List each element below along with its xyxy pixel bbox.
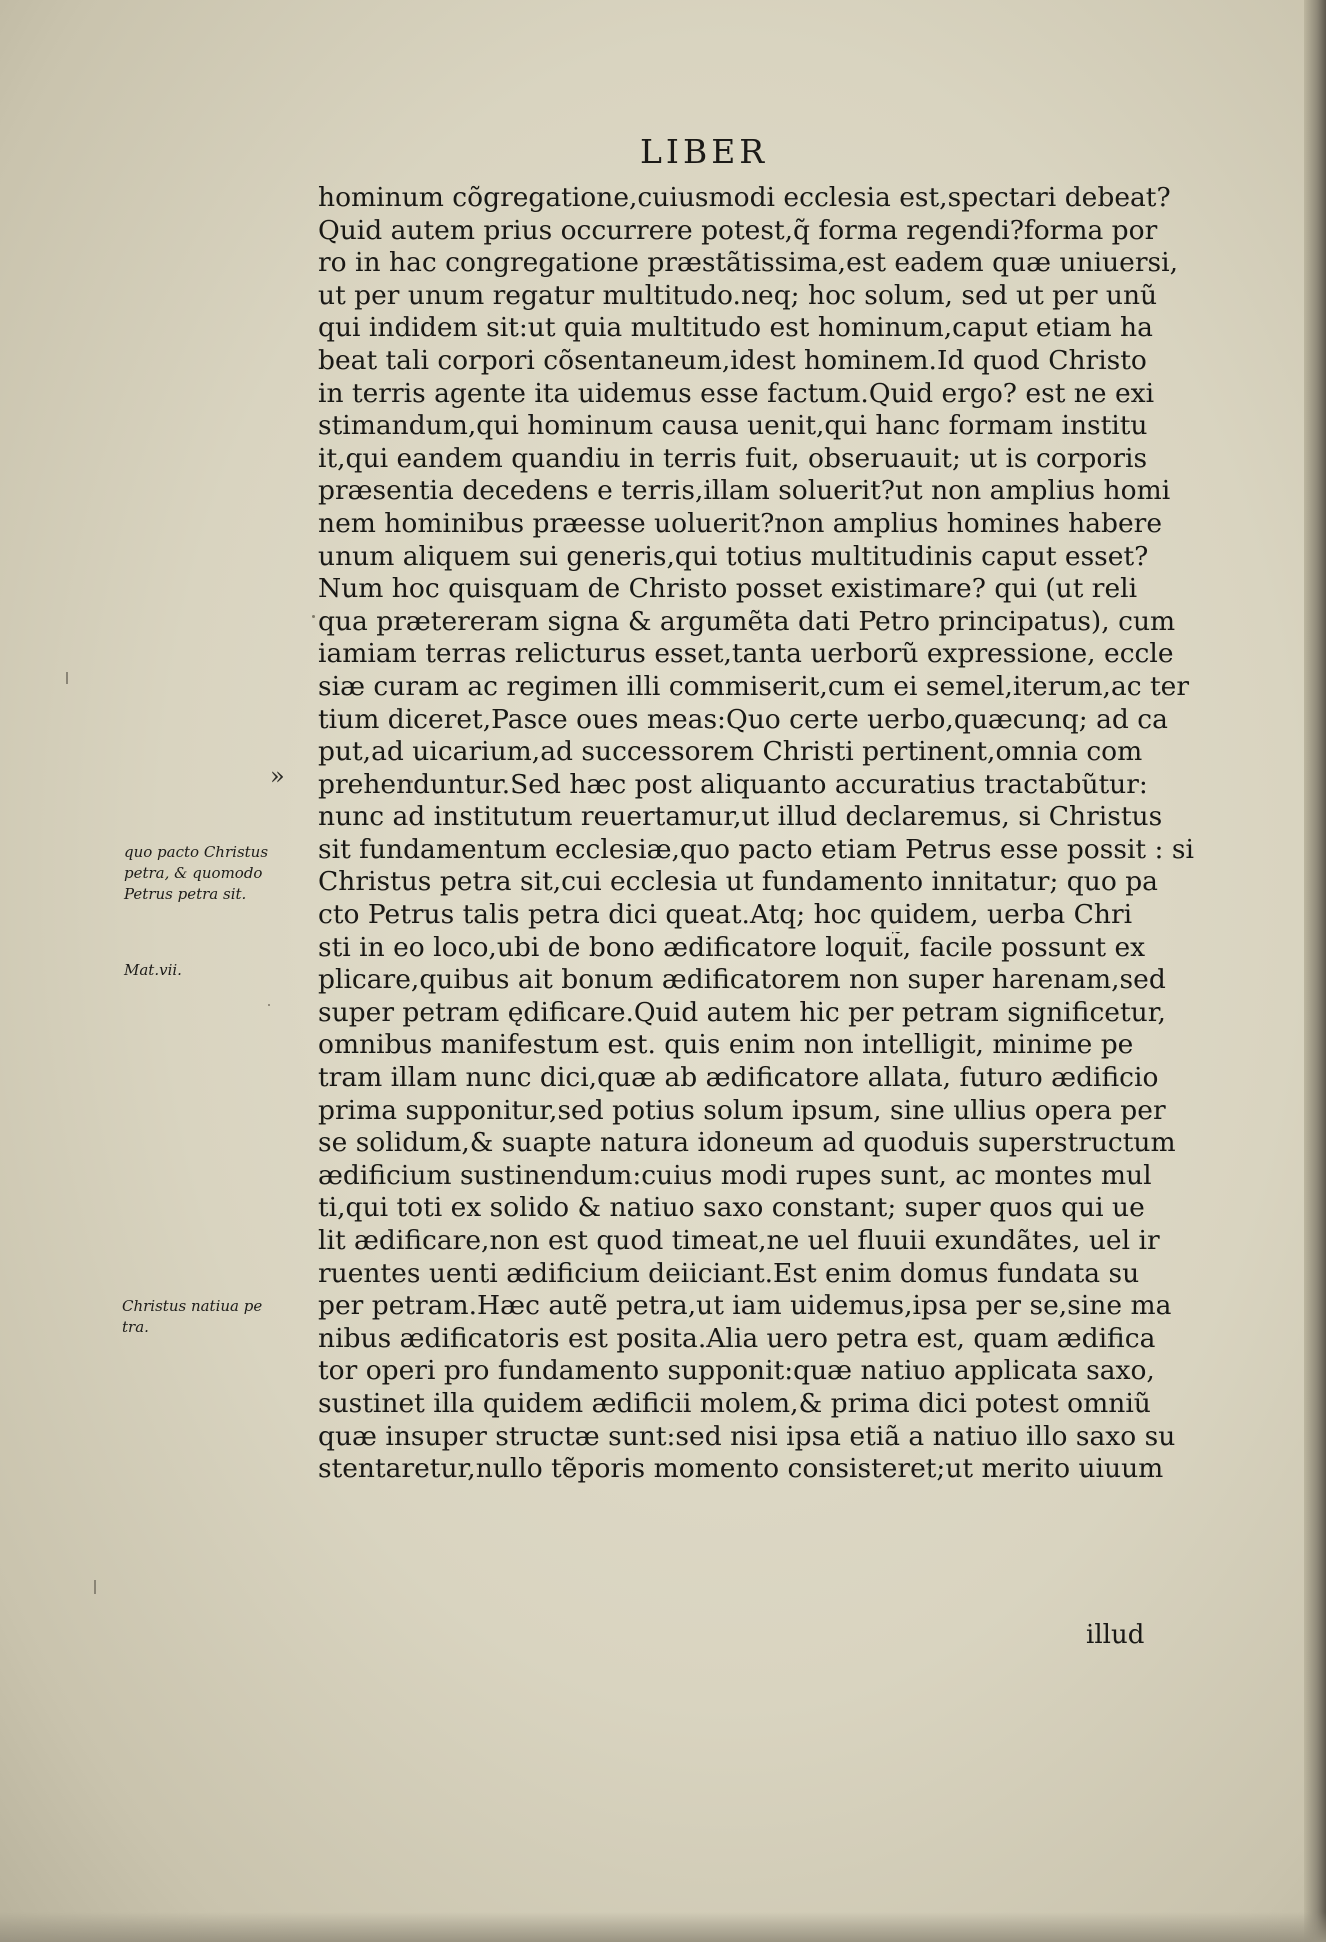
text-line: Quid autem prius occurrere potest,q̃ forma regendi?forma por xyxy=(318,214,1158,246)
text-line: tram illam nunc dici,quæ ab ædificatore allata, futuro ædificio xyxy=(318,1062,1159,1094)
text-line: in terris agente ita uidemus esse factum.Quid ergo? est ne exi xyxy=(318,377,1155,409)
text-line: super petram ędificare.Quid autem hic per petram significetur, xyxy=(318,996,1166,1028)
marginal-note-line: tra. xyxy=(122,1318,149,1336)
text-line: unum aliquem sui generis,qui totius multitudinis caput esset? xyxy=(318,540,1149,572)
text-line: prehenduntur.Sed hæc post aliquanto accuratius tractabũtur: xyxy=(318,768,1148,800)
text-line: plicare,quibus ait bonum ædificatorem non super harenam,sed xyxy=(318,964,1166,996)
text-line: tor operi pro fundamento supponit:quæ natiuo applicata saxo, xyxy=(318,1355,1155,1387)
text-line: Num hoc quisquam de Christo posset existimare? qui (ut reli xyxy=(318,573,1138,605)
text-line: lit ædificare,non est quod timeat,ne uel fluuii exundãtes, uel ir xyxy=(318,1225,1160,1256)
text-line: ro in hac congregatione præstãtissima,est eadem quæ uniuersi, xyxy=(318,247,1178,279)
text-line: hominum cõgregatione,cuiusmodi ecclesia est,spectari debeat? xyxy=(318,182,1171,213)
text-line: nunc ad institutum reuertamur,ut illud declaremus, si Christus xyxy=(318,801,1163,833)
text-line: iamiam terras relicturus esset,tanta uerborũ expressione, eccle xyxy=(318,638,1174,670)
text-line: ruentes uenti ædificium deiiciant.Est enim domus fundata su xyxy=(318,1257,1140,1289)
text-line: tium diceret,Pasce oues meas:Quo certe uerbo,quæcunq; ad ca xyxy=(318,703,1168,735)
paper-speck xyxy=(312,615,315,618)
text-line: per petram.Hæc autẽ petra,ut iam uidemus,ipsa per se,sine ma xyxy=(318,1290,1172,1322)
margin-quote-mark: » xyxy=(270,762,285,790)
text-line: nem hominibus præesse uoluerit?non amplius homines habere xyxy=(318,507,1163,539)
text-line: præsentia decedens e terris,illam soluerit?ut non amplius homi xyxy=(318,475,1171,507)
paper-mark xyxy=(94,1580,96,1594)
text-line: ut per unum regatur multitudo.neq; hoc solum, sed ut per unũ xyxy=(318,279,1158,311)
page-gutter-shadow xyxy=(1304,0,1326,1942)
text-line: cto Petrus talis petra dici queat.Atq; hoc quidem, uerba Chri xyxy=(318,899,1133,931)
text-line: nibus ædificatoris est posita.Alia uero petra est, quam ædifica xyxy=(318,1322,1156,1354)
page-bottom-shadow xyxy=(0,1912,1326,1942)
paper-speck xyxy=(268,1004,270,1006)
text-line: stimandum,qui hominum causa uenit,qui hanc formam institu xyxy=(318,410,1148,442)
text-line: Christus petra sit,cui ecclesia ut fundamento innitatur; quo pa xyxy=(318,866,1158,898)
text-line: sti in eo loco,ubi de bono ædificatore loquit̃, facile possunt ex xyxy=(318,931,1146,963)
marginal-note-line: quo pacto Christus xyxy=(124,843,269,861)
marginal-note-line: Mat.vii. xyxy=(124,961,182,979)
text-line: qui indidem sit:ut quia multitudo est hominum,caput etiam ha xyxy=(318,312,1153,344)
text-line: put,ad uicarium,ad successorem Christi pertinent,omnia com xyxy=(318,736,1143,768)
text-line: omnibus manifestum est. quis enim non intelligit, minime pe xyxy=(318,1029,1134,1061)
catchword: illud xyxy=(1086,1620,1145,1650)
marginal-note xyxy=(122,1296,262,1338)
marginal-note xyxy=(124,842,268,905)
main-text-block xyxy=(318,182,1230,1486)
text-line: ti,qui toti ex solido & natiuo saxo constant; super quos qui ue xyxy=(318,1192,1145,1224)
text-line: se solidum,& suapte natura idoneum ad quoduis superstructum xyxy=(318,1127,1176,1159)
text-line: qua prætereram signa & argumẽta dati Petro principatus), cum xyxy=(318,605,1176,637)
marginal-note-line: petra, & quomodo xyxy=(124,864,263,882)
marginal-note-line: Petrus petra sit. xyxy=(124,885,247,903)
text-line: beat tali corpori cõsentaneum,idest hominem.Id quod Christo xyxy=(318,344,1147,376)
marginal-note-line: Christus natiua pe xyxy=(122,1297,263,1315)
text-line: stentaretur,nullo tẽporis momento consisteret;ut merito uiuum xyxy=(318,1453,1164,1485)
text-line: quæ insuper structæ sunt:sed nisi ipsa etiã a natiuo illo saxo su xyxy=(318,1420,1176,1452)
text-line: sit fundamentum ecclesiæ,quo pacto etiam Petrus esse possit : si xyxy=(318,833,1194,865)
text-line: ædificium sustinendum:cuius modi rupes sunt, ac montes mul xyxy=(318,1159,1152,1191)
text-line: prima supponitur,sed potius solum ipsum, sine ullius opera per xyxy=(318,1094,1166,1126)
marginal-note xyxy=(124,960,182,981)
running-head: LIBER xyxy=(640,132,769,171)
text-line: sustinet illa quidem ædificii molem,& prima dici potest omniũ xyxy=(318,1387,1151,1419)
text-line: it,qui eandem quandiu in terris fuit, obseruauit; ut is corporis xyxy=(318,442,1148,474)
text-line: siæ curam ac regimen illi commiserit,cum ei semel,iterum,ac ter xyxy=(318,670,1190,702)
paper-mark xyxy=(66,672,68,684)
